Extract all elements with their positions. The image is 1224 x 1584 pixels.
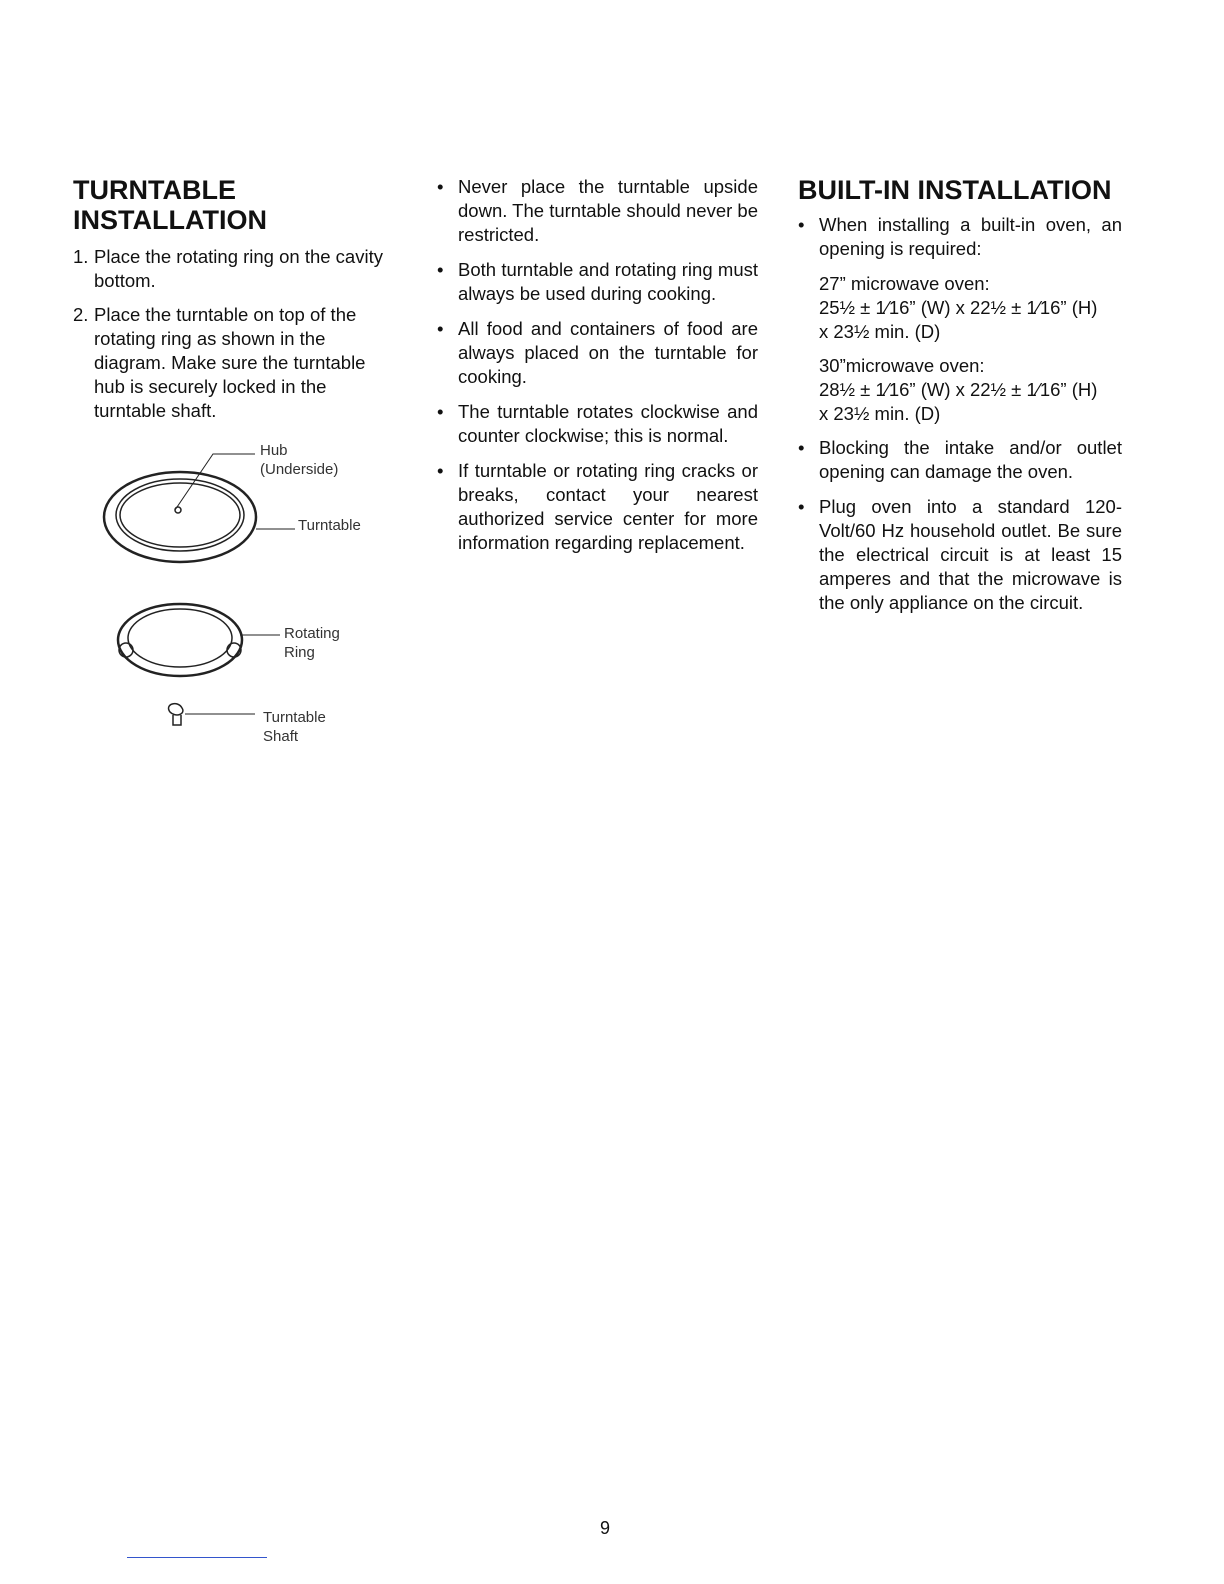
hub-label: Hub (Underside) bbox=[260, 442, 339, 478]
builtin-intro: • When installing a built-in oven, an opening is required: bbox=[798, 214, 1122, 259]
rotating-ring-label: Rotating Ring bbox=[284, 625, 340, 661]
turntable-label: Turntable bbox=[298, 517, 361, 534]
section-title: BUILT-IN INSTALLATION bbox=[798, 175, 1112, 205]
turntable-installation-section bbox=[73, 175, 398, 433]
oven-27-dimensions: 27” microwave oven: 25½ ± 1⁄16” (W) x 22½ ± 1⁄16” (H) x 23½ min. (D) bbox=[819, 273, 1098, 342]
turntable-notes bbox=[437, 175, 758, 566]
page-number: 9 bbox=[600, 1518, 611, 1538]
built-in-installation-section bbox=[798, 175, 1122, 626]
step-1: 1. Place the rotating ring on the cavity bottom. bbox=[73, 246, 383, 291]
footer-rule bbox=[127, 1557, 267, 1558]
oven-30-dimensions: 30”microwave oven: 28½ ± 1⁄16” (W) x 22½ ± 1⁄16” (H) x 23½ min. (D) bbox=[819, 355, 1098, 424]
step-2: 2. Place the turntable on top of the rotating ring as shown in the diagram. Make sure the turntable hub is securely locked in the turntable shaft. bbox=[73, 304, 366, 421]
turntable-diagram bbox=[90, 430, 390, 750]
note-item: • The turntable rotates clockwise and counter clockwise; this is normal. bbox=[437, 401, 758, 446]
section-title: TURNTABLE INSTALLATION bbox=[73, 175, 267, 235]
builtin-bullet: • Blocking the intake and/or outlet opening can damage the oven. bbox=[798, 437, 1122, 482]
note-item: • Never place the turntable upside down. The turntable should never be restricted. bbox=[437, 176, 758, 245]
note-item: • Both turntable and rotating ring must always be used during cooking. bbox=[437, 259, 758, 304]
builtin-bullet: • Plug oven into a standard 120-Volt/60 Hz household outlet. Be sure the electrical circuit is at least 15 amperes and that the microwave is the only appliance on the circuit. bbox=[798, 496, 1122, 613]
note-item: • If turntable or rotating ring cracks or breaks, contact your nearest authorized service center for more information regarding replacement. bbox=[437, 460, 758, 553]
note-item: • All food and containers of food are always placed on the turntable for cooking. bbox=[437, 318, 758, 387]
turntable-shaft-label: Turntable Shaft bbox=[263, 709, 326, 745]
